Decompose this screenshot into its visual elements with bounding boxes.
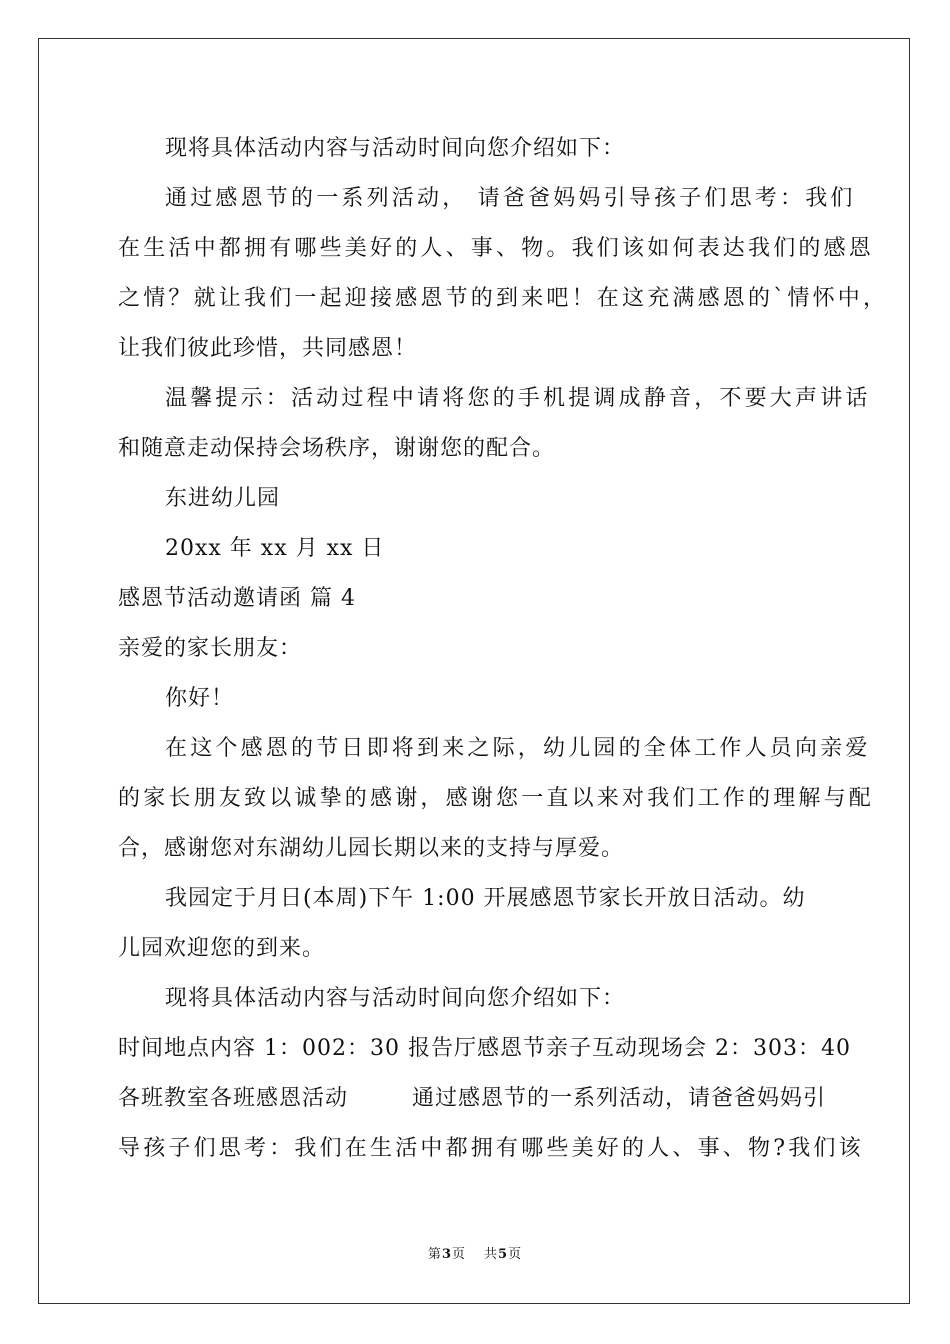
signature-date: 20xx 年 xx 月 xx 日 [165, 536, 385, 561]
page-border [38, 38, 910, 1304]
schedule-line: 时间地点内容 1：002：30 报告厅感恩节亲子互动现场会 2：303：40 [118, 1036, 851, 1061]
page-number: 3 [441, 1247, 452, 1262]
page-prefix: 第 [427, 1247, 442, 1262]
text-line: 导孩子们思考：我们在生活中都拥有哪些美好的人、事、物?我们该 [118, 1136, 864, 1161]
page-footer [0, 1246, 950, 1264]
text-line: 现将具体活动内容与活动时间向您介绍如下： [165, 986, 626, 1011]
section-heading: 感恩节活动邀请函 篇 4 [118, 586, 356, 611]
total-suffix: 页 [508, 1247, 523, 1262]
text-line: 的家长朋友致以诚挚的感谢，感谢您一直以来对我们工作的理解与配 [118, 786, 875, 811]
text-line: 让我们彼此珍惜，共同感恩！ [118, 336, 418, 361]
text-line: 在这个感恩的节日即将到来之际，幼儿园的全体工作人员向亲爱 [165, 736, 871, 761]
greeting: 你好！ [165, 686, 235, 711]
text-line: 通过感恩节的一系列活动， 请爸爸妈妈引导孩子们思考：我们 [165, 186, 856, 211]
total-prefix: 共 [484, 1247, 499, 1262]
text-line: 和随意走动保持会场秩序，谢谢您的配合。 [118, 436, 556, 461]
text-line: 温馨提示：活动过程中请将您的手机提调成静音，不要大声讲话 [165, 386, 871, 411]
text-line: 在生活中都拥有哪些美好的人、事、物。我们该如何表达我们的感恩 [118, 236, 875, 261]
text-line: 儿园欢迎您的到来。 [118, 936, 326, 961]
schedule-line: 各班教室各班感恩活动 通过感恩节的一系列活动，请爸爸妈妈引 [118, 1086, 826, 1111]
text-line: 现将具体活动内容与活动时间向您介绍如下： [165, 136, 626, 161]
page-suffix: 页 [451, 1247, 466, 1262]
text-line: 我园定于月日(本周)下午 1:00 开展感恩节家长开放日活动。幼 [165, 886, 806, 911]
text-line: 合，感谢您对东湖幼儿园长期以来的支持与厚爱。 [118, 836, 625, 861]
signature-org: 东进幼儿园 [165, 486, 281, 511]
text-line: 之情？就让我们一起迎接感恩节的到来吧！在这充满感恩的`情怀中， [118, 286, 889, 311]
page-total: 5 [498, 1247, 509, 1262]
salutation: 亲爱的家长朋友： [118, 636, 303, 661]
